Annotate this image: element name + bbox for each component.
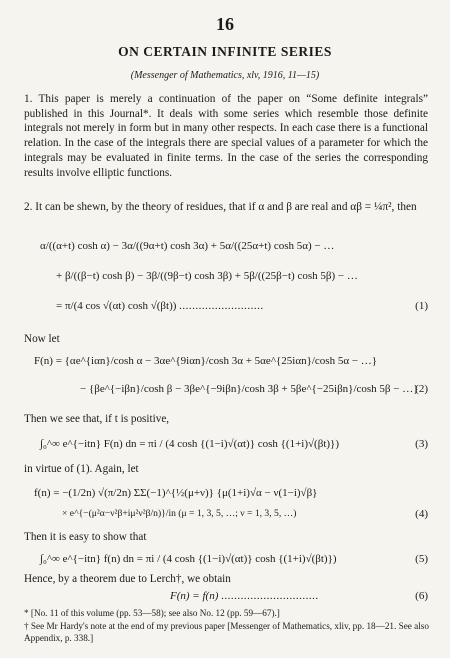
eq1-line-c: = π/(4 cos √(αt) cosh √(βt)) .......................... [56,300,264,312]
eq2-line-a [34,355,377,367]
eq-number-6: (6) [415,590,428,602]
eq2b-text: − {βe^{−iβn}/cosh β − 3βe^{−9iβn}/cosh 3β + 5βe^{−25iβn}/cosh 5β − …} [80,383,419,395]
eq4-line-b [62,508,296,519]
paragraph-1: 1. This paper is merely a continuation of the paper on “Some definite integrals” published in this Journal*. It deals with some series which resemble those definite integrals not merely in form but in many other respects. In each case there is a functional relation. In the case of the integrals there are special values of a parameter for which the integrals may be evaluated in finite terms. In the case of the series the corresponding results involve elliptic functions. [24,93,428,179]
eq3-text: ∫₀^∞ e^{−itn} F(n) dn = πi / (4 cosh {(1−i)√(αt)} cosh {(1+i)√(βt)}) [40,438,339,450]
page-number: 16 [216,14,234,34]
eq1-line-a [40,240,334,252]
paragraph-2: 2. It can be shewn, by the theory of residues, that if α and β are real and αβ = ¼π², then [24,201,417,213]
footnote-1: * [No. 11 of this volume (pp. 53—58); see also No. 12 (pp. 59—67).] [24,608,280,618]
eq-number-5: (5) [415,553,428,565]
eq-number-1: (1) [415,300,428,312]
eq-number-3: (3) [415,438,428,450]
eq5-text: ∫₀^∞ e^{−itn} f(n) dn = πi / (4 cosh {(1−i)√(αt)} cosh {(1+i)√(βt)}) [40,553,337,565]
eq4-line-a [34,487,317,499]
then-we-see-text: Then we see that, if t is positive, [24,413,170,425]
hence-text: Hence, by a theorem due to Lerch†, we obtain [24,573,231,585]
eq5-line [40,553,337,565]
eq6-text: F(n) = f(n) [170,590,219,602]
eq1a-text: α/((α+t) cosh α) − 3α/((9α+t) cosh 3α) + 5α/((25α+t) cosh 5α) − … [40,240,335,252]
eq4b-text: × e^{−(μ²α−ν²β+iμ²ν²β/n)}/in (μ = 1, 3, 5, …; ν = 1, 3, 5, …) [62,508,297,519]
eq2-line-b [80,383,419,395]
footnote-2: † See Mr Hardy's note at the end of my previous paper [Messenger of Mathematics, xliv, pp. 18—21. See also Appendix, p. 338.] [24,621,429,643]
in-virtue-text: in virtue of (1). Again, let [24,463,139,475]
eq4a-text: f(n) = −(1/2n) √(π/2n) ΣΣ(−1)^{½(μ+ν)} {μ(1+i)√α − ν(1−i)√β} [34,487,318,499]
eq1c-text: = π/(4 cos √(αt) cosh √(βt)) [56,300,177,312]
eq-number-4: (4) [415,508,428,520]
eq1-line-b [56,270,358,282]
eq1b-text: + β/((β−t) cosh β) − 3β/((9β−t) cosh 3β) + 5β/((25β−t) cosh 5β) − … [56,270,358,282]
eq6-line: F(n) = f(n) .............................. [170,590,319,602]
paper-title: ON CERTAIN INFINITE SERIES [118,44,332,59]
now-let-text: Now let [24,333,60,345]
citation: (Messenger of Mathematics, xlv, 1916, 11—15) [130,70,320,81]
eq2a-text: F(n) = {αe^{iαn}/cosh α − 3αe^{9iαn}/cosh 3α + 5αe^{25iαn}/cosh 5α − …} [34,355,378,367]
eq3-line [40,438,339,450]
eq-number-2: (2) [415,383,428,395]
easy-show-text: Then it is easy to show that [24,531,147,543]
